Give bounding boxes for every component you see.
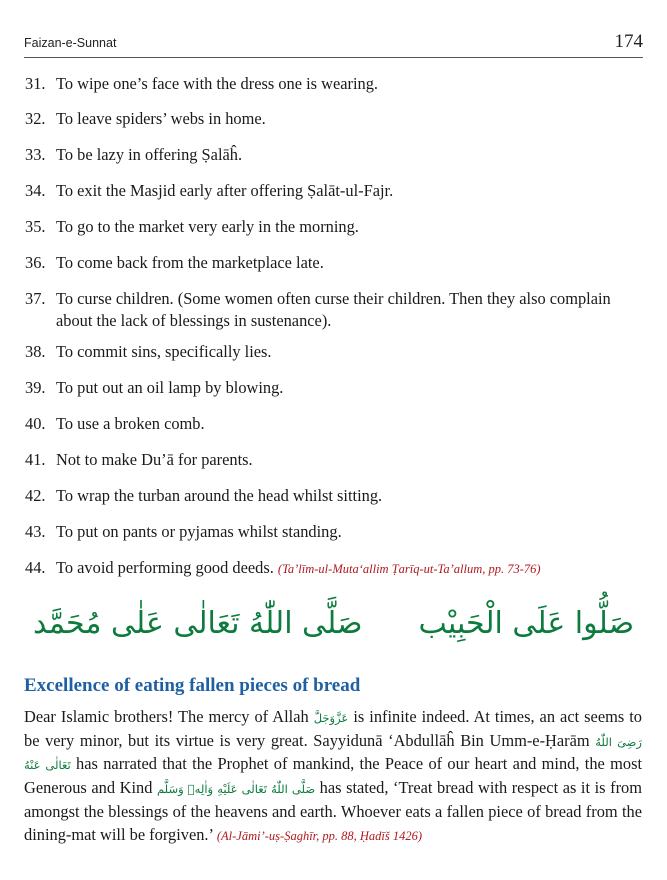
- list-item-text: [56, 288, 645, 332]
- honorific-prophet: صَلَّى اللّٰهُ تَعَالٰى عَلَيْهِ وَاٰلِهٖ وَسَلَّم: [156, 782, 316, 797]
- list-item-text: [56, 377, 645, 399]
- list-item: [25, 341, 645, 363]
- list-item-text: [56, 252, 645, 274]
- list-item-number: 34.: [25, 181, 46, 200]
- list-item-number: 35.: [25, 217, 46, 236]
- list-item: [25, 216, 645, 238]
- list-item-label: To be lazy in offering Ṣalāĥ.: [56, 145, 243, 164]
- para-text-4: has stated, ‘Treat bread with respect as it is from amongst the blessings of the heavens and earth. Whoever eats a fallen piece of bread from the dining-mat will be forgiven.’: [24, 778, 642, 844]
- honorific-companion: رَضِیَ اللّٰهُ تَعَالٰی عَنْهُ: [24, 734, 642, 773]
- list-item-number: 41.: [25, 450, 46, 469]
- list-item-number: 40.: [25, 414, 46, 433]
- list-item-label: To commit sins, specifically lies.: [56, 342, 272, 361]
- list-item-number: 42.: [25, 486, 46, 505]
- list-item-text: [56, 521, 645, 543]
- running-header-title: Faizan-e-Sunnat: [24, 36, 117, 50]
- list-item-text: [56, 413, 645, 435]
- list-item-label: To go to the market very early in the morning.: [56, 217, 359, 236]
- list-item-text: [56, 341, 645, 363]
- page-number: 174: [614, 31, 643, 52]
- durood-phrase-left: صَلَّى اللّٰهُ تَعَالٰى عَلٰى مُحَمَّد: [32, 605, 363, 641]
- header-rule: [24, 57, 643, 58]
- list-item-text: [56, 144, 645, 166]
- list-item-label: To exit the Masjid early after offering Ṣalāt-ul-Fajr.: [56, 181, 394, 200]
- para-citation: (Al-Jāmi’-uṣ-Ṣaghīr, pp. 88, Ḥadīš 1426): [216, 828, 423, 843]
- honorific-allah: عَزَّوَجَلَّ: [313, 711, 349, 725]
- list-item-text: [56, 449, 645, 471]
- list-item-label: To come back from the marketplace late.: [56, 253, 324, 272]
- list-item-label: To wipe one’s face with the dress one is wearing.: [56, 74, 379, 93]
- list-item-text: [56, 557, 645, 580]
- list-item-label: Not to make Du’ā for parents.: [56, 450, 253, 469]
- list-item: [25, 108, 645, 130]
- section-heading: Excellence of eating fallen pieces of bread: [24, 675, 361, 696]
- list-item: [25, 413, 645, 435]
- list-item-text: [56, 485, 645, 507]
- list-item-label: To avoid performing good deeds.: [56, 558, 274, 577]
- list-item: [25, 180, 645, 202]
- list-item: [25, 73, 645, 95]
- list-item-number: 44.: [25, 558, 46, 577]
- list-item-number: 38.: [25, 342, 46, 361]
- durood-line: [0, 598, 667, 648]
- list-item: [25, 449, 645, 471]
- list-item-number: 31.: [25, 74, 46, 93]
- list-item-number: 33.: [25, 145, 46, 164]
- list-item-number: 39.: [25, 378, 46, 397]
- list-item: [25, 557, 645, 580]
- list-item-label: To put out an oil lamp by blowing.: [56, 378, 284, 397]
- list-item-label: To wrap the turban around the head whilst sitting.: [56, 486, 383, 505]
- list-item-number: 43.: [25, 522, 46, 541]
- para-text-2: is infinite indeed. At times, an act seems to be very minor, but its virtue is very great. Sayyidunā ‘Abdullāĥ Bin Umm-e-Ḥarām: [24, 707, 642, 750]
- list-item: [25, 485, 645, 507]
- list-item-label: To leave spiders’ webs in home.: [56, 109, 266, 128]
- list-item-number: 36.: [25, 253, 46, 272]
- list-item-text: [56, 216, 645, 238]
- list-item: [25, 144, 645, 166]
- list-item-text: [56, 73, 645, 95]
- durood-phrase-right: صَلُّوا عَلَى الْحَبِيْب: [418, 605, 635, 641]
- body-paragraph: [24, 706, 642, 847]
- list-item: [25, 252, 645, 274]
- list-item: [25, 377, 645, 399]
- list-item-label: To put on pants or pyjamas whilst standing.: [56, 522, 342, 541]
- list-item-number: 37.: [25, 289, 46, 308]
- list-item-text: [56, 108, 645, 130]
- list-item: [25, 521, 645, 543]
- list-item-citation: (Ta’līm-ul-Muta‘allim Ṭarīq-ut-Ta’allum, pp. 73-76): [277, 562, 541, 576]
- numbered-list: [25, 73, 645, 580]
- list-item-number: 32.: [25, 109, 46, 128]
- list-item-label: To use a broken comb.: [56, 414, 205, 433]
- list-item: [25, 288, 645, 332]
- list-item-text: [56, 180, 645, 202]
- para-text-3: has narrated that the Prophet of mankind, the Peace of our heart and mind, the most Generous and Kind: [24, 754, 643, 798]
- list-item-label: To curse children. (Some women often curse their children. Then they also complain about the lack of blessings in sustenance).: [56, 289, 611, 330]
- para-text-1: Dear Islamic brothers! The mercy of Allah: [24, 707, 314, 726]
